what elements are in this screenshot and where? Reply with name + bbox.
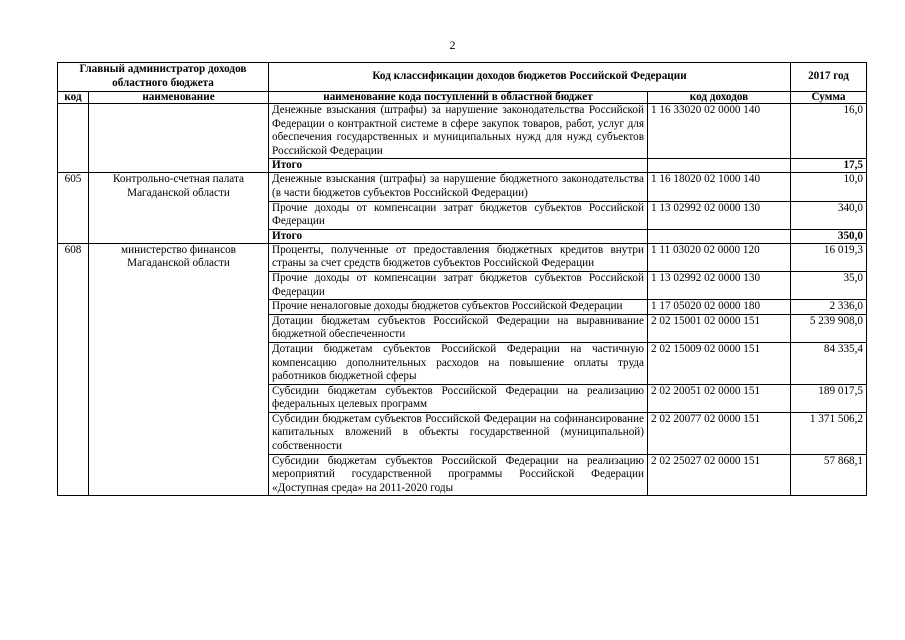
total-label: Итого <box>269 159 648 173</box>
income-sum: 35,0 <box>791 271 867 299</box>
header-sum: Сумма <box>791 92 867 104</box>
total-label: Итого <box>269 229 648 243</box>
total-sum: 17,5 <box>791 159 867 173</box>
header-name: наименование <box>89 92 269 104</box>
income-code: 2 02 20051 02 0000 151 <box>648 384 791 412</box>
income-code: 1 13 02992 02 0000 130 <box>648 271 791 299</box>
income-sum: 16,0 <box>791 104 867 159</box>
table-body <box>58 104 867 496</box>
income-sum: 1 371 506,2 <box>791 412 867 454</box>
income-code: 1 17 05020 02 0000 180 <box>648 300 791 315</box>
income-sum: 2 336,0 <box>791 300 867 315</box>
page-number: 2 <box>449 38 456 52</box>
table-row <box>58 104 867 159</box>
income-sum: 10,0 <box>791 173 867 201</box>
header-code: код <box>58 92 89 104</box>
header-main-admin: Главный администратор доходов областного бюджета <box>58 63 269 92</box>
income-description: Субсидии бюджетам субъектов Российской Федерации на софинансирование капитальных вложений в объекты государственной (муниципальной) собственности <box>269 412 648 454</box>
header-classification: Код классификации доходов бюджетов Российской Федерации <box>269 63 791 92</box>
income-code: 1 16 33020 02 0000 140 <box>648 104 791 159</box>
income-description: Субсидии бюджетам субъектов Российской Федерации на реализацию мероприятий государственной программы Российской Федерации «Доступная среда» на 2011-2020 годы <box>269 454 648 496</box>
admin-name: министерство финансов Магаданской области <box>89 243 269 496</box>
income-description: Прочие доходы от компенсации затрат бюджетов субъектов Российской Федерации <box>269 271 648 299</box>
income-code: 2 02 25027 02 0000 151 <box>648 454 791 496</box>
income-sum: 57 868,1 <box>791 454 867 496</box>
income-sum: 16 019,3 <box>791 243 867 271</box>
revenue-table <box>57 62 867 496</box>
admin-code: 605 <box>58 173 89 243</box>
header-income-name: наименование кода поступлений в областной бюджет <box>269 92 648 104</box>
header-income-code: код доходов <box>648 92 791 104</box>
income-code: 2 02 15009 02 0000 151 <box>648 342 791 384</box>
income-description: Проценты, полученные от предоставления бюджетных кредитов внутри страны за счет средств бюджетов субъектов Российской Федерации <box>269 243 648 271</box>
total-empty-cell <box>648 229 791 243</box>
income-sum: 189 017,5 <box>791 384 867 412</box>
total-empty-cell <box>648 159 791 173</box>
income-code: 2 02 15001 02 0000 151 <box>648 314 791 342</box>
table-row <box>58 243 867 271</box>
income-code: 2 02 20077 02 0000 151 <box>648 412 791 454</box>
admin-name: Контрольно-счетная палата Магаданской области <box>89 173 269 243</box>
income-description: Денежные взыскания (штрафы) за нарушение бюджетного законодательства (в части бюджетов субъектов Российской Федерации) <box>269 173 648 201</box>
income-description: Дотации бюджетам субъектов Российской Федерации на выравнивание бюджетной обеспеченности <box>269 314 648 342</box>
income-sum: 5 239 908,0 <box>791 314 867 342</box>
income-code: 1 11 03020 02 0000 120 <box>648 243 791 271</box>
income-code: 1 13 02992 02 0000 130 <box>648 201 791 229</box>
income-description: Прочие неналоговые доходы бюджетов субъектов Российской Федерации <box>269 300 648 315</box>
table-row <box>58 173 867 201</box>
income-description: Дотации бюджетам субъектов Российской Федерации на частичную компенсацию дополнительных расходов на повышение оплаты труда работников бюджетной сферы <box>269 342 648 384</box>
income-sum: 84 335,4 <box>791 342 867 384</box>
income-description: Субсидии бюджетам субъектов Российской Федерации на реализацию федеральных целевых программ <box>269 384 648 412</box>
income-sum: 340,0 <box>791 201 867 229</box>
income-description: Прочие доходы от компенсации затрат бюджетов субъектов Российской Федерации <box>269 201 648 229</box>
admin-code: 608 <box>58 243 89 496</box>
admin-code <box>58 104 89 173</box>
admin-name <box>89 104 269 173</box>
total-sum: 350,0 <box>791 229 867 243</box>
header-year: 2017 год <box>791 63 867 92</box>
income-code: 1 16 18020 02 1000 140 <box>648 173 791 201</box>
income-description: Денежные взыскания (штрафы) за нарушение законодательства Российской Федерации о контрактной системе в сфере закупок товаров, работ, услуг для обеспечения государственных и муниципальных нужд для нужд субъектов Российской Федерации <box>269 104 648 159</box>
